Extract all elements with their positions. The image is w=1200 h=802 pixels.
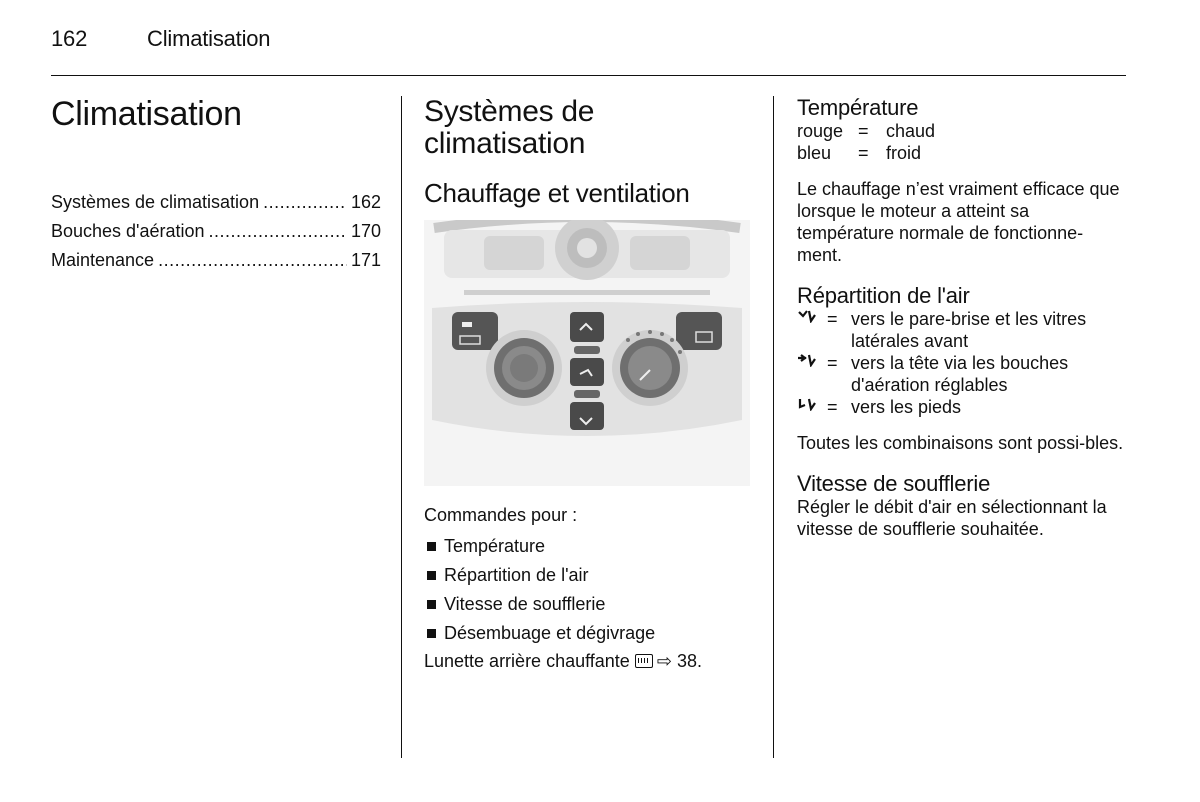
air-distribution-text: vers le pare-brise et les vitres latérales avant	[851, 309, 1087, 351]
equals-sign: =	[827, 397, 838, 417]
list-item-text: Vitesse de soufflerie	[444, 594, 606, 614]
page-reference-arrow-icon: ⇨	[656, 651, 672, 671]
windscreen-vent-icon	[797, 308, 827, 352]
toc-leader	[209, 217, 347, 246]
toc-entry-page: 171	[350, 250, 381, 270]
definition-value: froid	[886, 143, 922, 163]
list-item-text: Répartition de l'air	[444, 565, 589, 585]
air-distribution-note: Toutes les combinaisons sont possi-bles.	[797, 433, 1124, 453]
controls-description	[797, 96, 1127, 540]
bullet-icon	[427, 629, 436, 638]
list-item	[424, 590, 754, 619]
equals-sign: =	[827, 309, 838, 329]
toc-entry-label: Bouches d'aération	[51, 221, 205, 241]
face-vent-icon	[797, 352, 827, 396]
list-item	[424, 619, 754, 648]
cross-reference[interactable]	[424, 650, 754, 672]
column-divider	[401, 96, 402, 758]
air-distribution-text: vers les pieds	[851, 397, 962, 417]
controls-list	[424, 532, 754, 648]
equals-sign: =	[858, 121, 869, 141]
climate-control-panel-illustration	[424, 220, 750, 486]
temperature-heading: Température	[797, 95, 919, 120]
toc-entry[interactable]	[51, 188, 381, 217]
list-item-text: Désembuage et dégivrage	[444, 623, 656, 643]
definition-key: bleu	[797, 143, 832, 163]
air-distribution-row	[797, 396, 1127, 418]
page-number: 162	[51, 26, 88, 51]
air-distribution-row	[797, 308, 1127, 352]
temperature-row	[797, 120, 1127, 142]
toc-entry[interactable]	[51, 217, 381, 246]
page-reference[interactable]: 38.	[676, 651, 702, 671]
chapter-contents	[51, 96, 381, 275]
subsection-title: Chauffage et ventilation	[424, 178, 690, 208]
list-item	[424, 532, 754, 561]
toc-entry-page: 170	[350, 221, 381, 241]
toc-leader	[263, 188, 347, 217]
section-title: Systèmes de climatisation	[424, 95, 595, 160]
running-title: Climatisation	[147, 26, 271, 51]
column-divider	[773, 96, 774, 758]
foot-vent-icon	[797, 396, 827, 418]
toc-entry-label: Systèmes de climatisation	[51, 192, 260, 212]
rear-window-heating-icon	[635, 654, 653, 668]
bullet-icon	[427, 542, 436, 551]
temperature-note: Le chauffage n’est vraiment efficace que lorsque le moteur a atteint sa température normale de fonctionne-ment.	[797, 179, 1120, 265]
header-rule	[51, 75, 1126, 76]
list-item	[424, 561, 754, 590]
table-of-contents	[51, 188, 381, 275]
controls-intro: Commandes pour :	[424, 505, 578, 525]
equals-sign: =	[827, 353, 838, 373]
air-distribution-row	[797, 352, 1127, 396]
cross-reference-label: Lunette arrière chauffante	[424, 651, 630, 671]
running-head	[51, 26, 270, 52]
equals-sign: =	[858, 143, 869, 163]
toc-entry-page: 162	[350, 192, 381, 212]
definition-value: chaud	[886, 121, 936, 141]
list-item-text: Température	[444, 536, 546, 556]
climate-systems-section	[424, 96, 754, 672]
toc-entry-label: Maintenance	[51, 250, 155, 270]
bullet-icon	[427, 600, 436, 609]
bullet-icon	[427, 571, 436, 580]
toc-entry[interactable]	[51, 246, 381, 275]
toc-leader	[158, 246, 347, 275]
chapter-title: Climatisation	[51, 95, 242, 133]
fan-speed-heading: Vitesse de soufflerie	[797, 471, 991, 496]
fan-speed-text: Régler le débit d'air en sélectionnant la vitesse de soufflerie souhaitée.	[797, 497, 1107, 539]
air-distribution-heading: Répartition de l'air	[797, 283, 970, 308]
definition-key: rouge	[797, 121, 844, 141]
temperature-row	[797, 142, 1127, 164]
air-distribution-text: vers la tête via les bouches d'aération réglables	[851, 353, 1069, 395]
